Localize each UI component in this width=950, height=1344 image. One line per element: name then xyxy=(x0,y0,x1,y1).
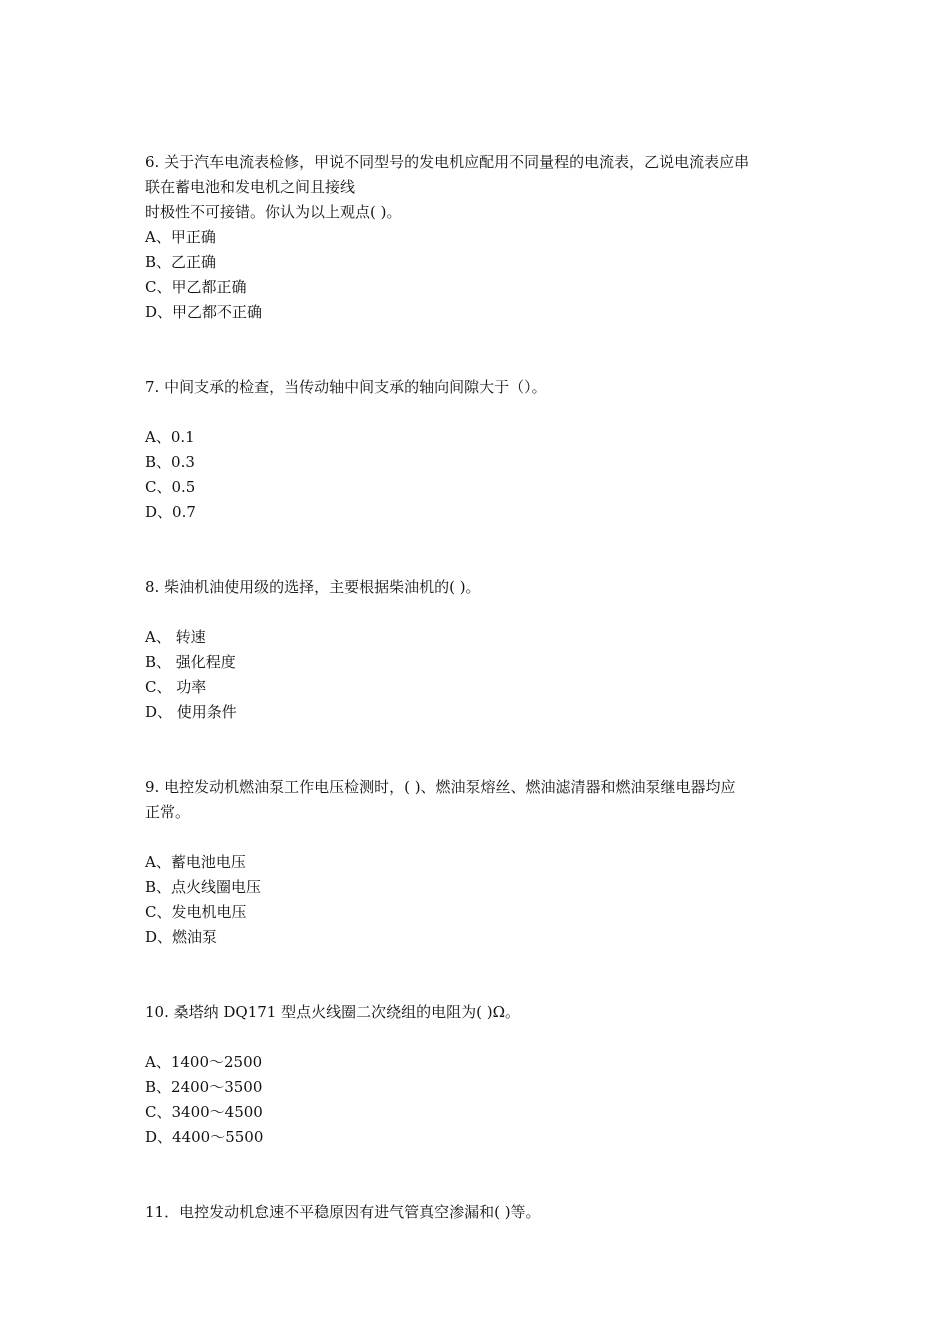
spacer xyxy=(145,525,825,575)
spacer xyxy=(145,950,825,1000)
option-d: D、0.7 xyxy=(145,503,196,521)
spacer xyxy=(145,825,825,850)
option-b: B、点火线圈电压 xyxy=(145,878,262,896)
question-6 xyxy=(145,150,825,325)
option-a: A、 转速 xyxy=(145,628,206,646)
question-stem-line: 9. 电控发动机燃油泵工作电压检测时，( )、燃油泵熔丝、燃油滤清器和燃油泵继电器均应 xyxy=(145,778,736,796)
spacer xyxy=(145,325,825,375)
question-7 xyxy=(145,375,825,525)
option-c: C、0.5 xyxy=(145,478,196,496)
option-d: D、4400～5500 xyxy=(145,1128,264,1146)
option-a: A、0.1 xyxy=(145,428,195,446)
spacer xyxy=(145,725,825,775)
question-stem-line: 11．电控发动机怠速不平稳原因有进气管真空渗漏和( )等。 xyxy=(145,1203,541,1221)
option-a: A、1400～2500 xyxy=(145,1053,263,1071)
spacer xyxy=(145,1150,825,1200)
option-a: A、甲正确 xyxy=(145,228,216,246)
option-c: C、甲乙都正确 xyxy=(145,278,247,296)
option-b: B、乙正确 xyxy=(145,253,217,271)
question-stem-line: 正常。 xyxy=(145,803,191,821)
option-b: B、 强化程度 xyxy=(145,653,236,671)
document-page xyxy=(145,150,825,1225)
option-b: B、2400～3500 xyxy=(145,1078,263,1096)
option-d: D、 使用条件 xyxy=(145,703,237,721)
option-c: C、3400～4500 xyxy=(145,1103,263,1121)
option-c: C、 功率 xyxy=(145,678,207,696)
question-stem-line: 7. 中间支承的检查，当传动轴中间支承的轴向间隙大于（）。 xyxy=(145,378,547,396)
spacer xyxy=(145,600,825,625)
question-8 xyxy=(145,575,825,725)
option-d: D、甲乙都不正确 xyxy=(145,303,263,321)
option-b: B、0.3 xyxy=(145,453,195,471)
option-c: C、发电机电压 xyxy=(145,903,247,921)
question-stem-line: 10. 桑塔纳 DQ171 型点火线圈二次绕组的电阻为( )Ω。 xyxy=(145,1003,521,1021)
question-9 xyxy=(145,775,825,950)
spacer xyxy=(145,400,825,425)
question-10 xyxy=(145,1000,825,1150)
question-stem-line: 时极性不可接错。你认为以上观点( )。 xyxy=(145,203,402,221)
question-11 xyxy=(145,1200,825,1225)
question-stem-line: 8. 柴油机油使用级的选择，主要根据柴油机的( )。 xyxy=(145,578,481,596)
option-d: D、燃油泵 xyxy=(145,928,218,946)
spacer xyxy=(145,1025,825,1050)
option-a: A、蓄电池电压 xyxy=(145,853,246,871)
question-stem-line: 6. 关于汽车电流表检修，甲说不同型号的发电机应配用不同量程的电流表，乙说电流表应串 xyxy=(145,153,750,171)
question-stem-line: 联在蓄电池和发电机之间且接线 xyxy=(145,178,356,196)
